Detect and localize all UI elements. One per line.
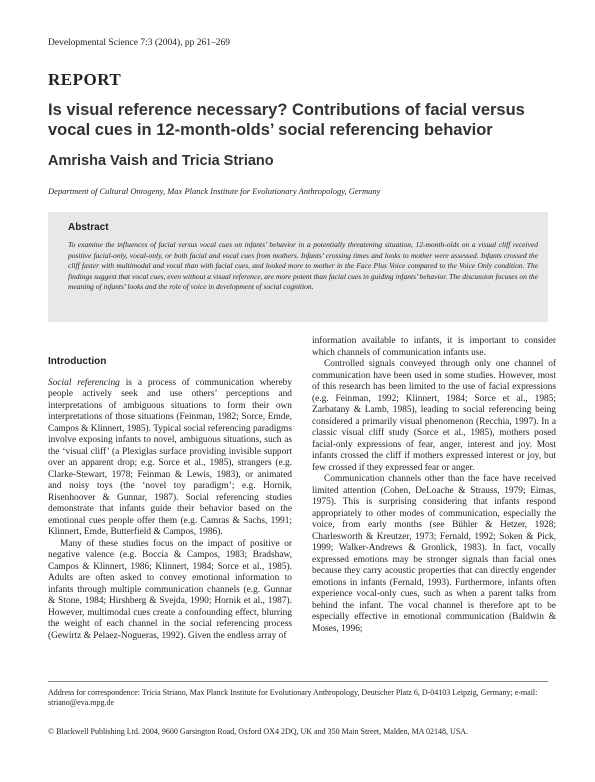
journal-reference: Developmental Science 7:3 (2004), pp 261–269 (48, 38, 231, 48)
intro-paragraph-1-text: is a process of communication whereby people actively seek and use others’ perceptions and interpretations of ambiguous situations to form their own interpretations of those situations (Feinman, 1982; Sorce, Emde, Campos & Klinnert, 1985). Typical social referencing paradigms involve exposing infants to novel, ambiguous situations, such as the ‘visual cliff’ (a Plexiglas surface providing invisible support over an apparent drop; e.g. Sorce et al., 1985), strangers (e.g. Clarke-Stewart, 1978; Feinman & Lewis, 1983), or animated and noisy toys (the ‘novel toy paradigm’; e.g. Hornik, Risenhoover & Gunnar, 1987). Social referencing studies demonstrate that infants guide their behavior based on the emotional cues people offer them (e.g. Camras & Sachs, 1991; Klinnert, Emde, Butterfield & Campos, 1986). (48, 377, 293, 537)
intro-paragraph-1 (48, 378, 292, 539)
copyright-line: © Blackwell Publishing Ltd. 2004, 9600 Garsington Road, Oxford OX4 2DQ, UK and 350 Main Street, Malden, MA 02148, USA. (48, 727, 469, 736)
abstract-heading: Abstract (68, 222, 109, 233)
abstract-text: To examine the influences of facial versus vocal cues on infants’ behavior in a potentially threatening situation, 12-month-olds on a visual cliff received positive facial-only, vocal-only, or both facial and vocal cues from mothers. Infants’ crossing times and looks to mother were assessed. Infants crossed the cliff faster with multimodal and vocal than with facial cues, and looked more to mother in the Face Plus Voice compared to the Voice Only condition. The findings suggest that vocal cues, even without a visual reference, are more potent than facial cues in guiding infants’ behavior. The discussion focuses on the meaning of infants’ looks and the role of voice in development of social cognition. (68, 240, 538, 291)
body-column-left (48, 356, 292, 642)
key-term: Social referencing (48, 377, 120, 388)
body-column-right (312, 336, 556, 635)
article-type-label: REPORT (48, 70, 122, 89)
author-affiliation: Department of Cultural Ontogeny, Max Planck Institute for Evolutionary Anthropology, Germany (48, 186, 381, 196)
intro-paragraph-3: information available to infants, it is important to consider which channels of communication infants use. (312, 336, 556, 358)
introduction-heading: Introduction (48, 356, 107, 367)
intro-paragraph-4: Controlled signals conveyed through only one channel of communication have been used in some studies. However, most of this research has been limited to the use of facial expressions (e.g. Feinman, 1992; Klinnert, 1984; Sorce et al., 1985; Zarbatany & Lamb, 1985), leading to social referencing being considered a primarily visual phenomenon (Recchia, 1997). In a classic visual cliff study (Sorce et al., 1985), mothers posed facial-only expressions of fear, anger, interest and joy. Most infants crossed the cliff if mothers expressed interest or joy, but few crossed if they expressed fear or anger. (312, 359, 556, 473)
correspondence-note: Address for correspondence: Tricia Striano, Max Planck Institute for Evolutionary Anthropology, Deutscher Platz 6, D-04103 Leipzig, Germany; e-mail: striano@eva.mpg.de (48, 688, 538, 707)
footnote-divider (48, 681, 548, 682)
article-authors: Amrisha Vaish and Tricia Striano (48, 153, 274, 169)
intro-paragraph-5: Communication channels other than the face have received limited attention (Cohen, DeLoache & Strauss, 1979; Eimas, 1975). This is surprising considering that infants respond appropriately to other modes of communication, especially the voice, from early months (see Bühler & Hetzer, 1928; Charlesworth & Kreutzer, 1973; Fernald, 1992; Soken & Pick, 1999; Walker-Andrews & Gronlick, 1983). In fact, vocally expressed emotions may be stronger signals than facial ones because they carry acoustic properties that can directly engender emotions in infants (Fernald, 1993). Furthermore, infants often experience vocal-only cues, such as when a parent talks from behind the infant. The vocal channel is therefore apt to be especially effective in emotional communication (Baldwin & Moses, 1996; (312, 474, 556, 634)
article-title: Is visual reference necessary? Contributions of facial versus vocal cues in 12-month-olds’ social referencing behavior (48, 101, 525, 139)
intro-paragraph-2: Many of these studies focus on the impact of positive or negative valence (e.g. Boccia & Campos, 1983; Bradshaw, Campos & Klinnert, 1986; Klinnert, 1984; Sorce et al., 1985). Adults are often asked to convey emotional information to infants through multiple communication channels (e.g. Gunnar & Stone, 1984; Hirshberg & Svejda, 1990; Hornik et al., 1987). However, multimodal cues create a confounding effect, blurring the weight of each channel in the social referencing process (Gewirtz & Pelaez-Nogueras, 1992). Given the endless array of (48, 538, 292, 641)
